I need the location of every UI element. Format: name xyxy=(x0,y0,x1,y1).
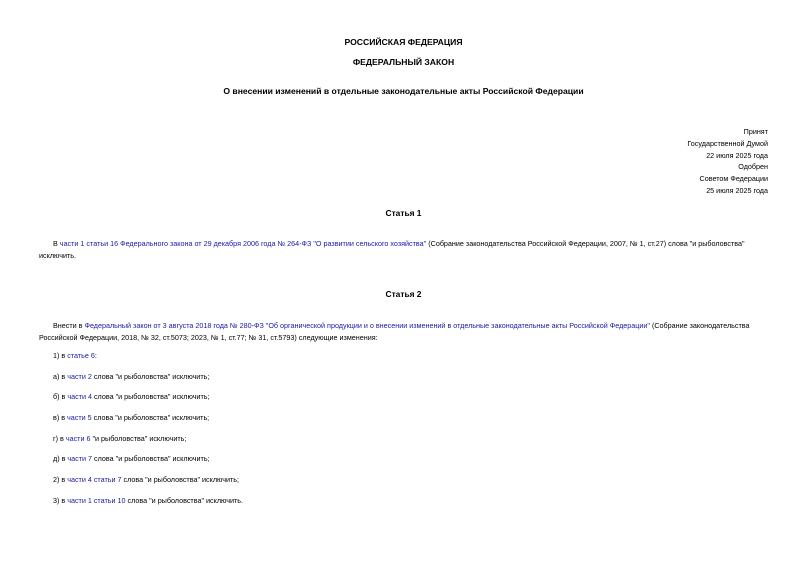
law-link[interactable]: статье 6 xyxy=(67,351,95,360)
text: д) в xyxy=(53,454,68,463)
law-link[interactable]: части 5 xyxy=(67,413,92,422)
list-item xyxy=(53,414,209,421)
law-link[interactable]: части 2 xyxy=(67,372,92,381)
text: 3) в xyxy=(53,496,68,505)
text: (Собрание законодательства Российской Федерации, 2018, № 32, ст.5073; 2023, № 1, ст.77; № 31, ст.5793) следующие изменения: xyxy=(39,321,750,342)
adoption-block xyxy=(687,126,768,197)
list-item xyxy=(53,373,209,380)
law-link[interactable]: части 4 xyxy=(67,392,92,401)
text: б) в xyxy=(53,392,68,401)
text: в) в xyxy=(53,413,68,422)
text: а) в xyxy=(53,372,68,381)
law-link[interactable]: части 6 xyxy=(65,434,91,443)
text: слова "и рыболовства" исключить; xyxy=(91,392,210,401)
adoption-line: 22 июля 2025 года xyxy=(706,150,768,160)
adoption-line: Советом Федерации xyxy=(699,174,768,184)
text: слова "и рыболовства" исключить; xyxy=(92,454,210,463)
text: слова "и рыболовства" исключить; xyxy=(121,475,240,484)
text: В xyxy=(53,239,60,248)
text: Внести в xyxy=(53,321,85,330)
article2-heading: Статья 2 xyxy=(385,289,422,299)
article1-heading: Статья 1 xyxy=(385,208,422,218)
text: 1) в xyxy=(53,351,68,360)
list-item xyxy=(53,352,97,359)
adoption-line: Принят xyxy=(743,127,768,136)
text: (Собрание законодательства Российской Федерации, 2007, № 1, ст.27) слова "и рыболовства" исключить. xyxy=(39,239,745,260)
adoption-line: Одобрен xyxy=(738,162,768,172)
adoption-line: 25 июля 2025 года xyxy=(706,185,768,195)
law-link[interactable]: части 7 xyxy=(67,454,93,463)
adoption-line: Государственной Думой xyxy=(687,138,768,148)
law-link[interactable]: части 1 статьи 16 Федерального закона от 29 декабря 2006 года № 264-ФЗ "О развитии сельского хозяйства" xyxy=(59,239,427,248)
list-item xyxy=(53,393,209,400)
law-link[interactable]: Федеральный закон от 3 августа 2018 года № 280-ФЗ "Об органической продукции и о внесении изменений в отдельные законодательные акты Российской Федерации" xyxy=(84,321,650,330)
country-heading: РОССИЙСКАЯ ФЕДЕРАЦИЯ xyxy=(344,37,463,47)
law-type-heading: ФЕДЕРАЛЬНЫЙ ЗАКОН xyxy=(352,57,455,67)
article2-paragraph xyxy=(39,320,768,344)
list-item xyxy=(53,497,243,504)
list-item xyxy=(53,435,186,442)
list-item xyxy=(53,455,210,462)
text: слова "и рыболовства" исключить; xyxy=(91,372,210,381)
law-link[interactable]: части 4 статьи 7 xyxy=(67,475,122,484)
text: г) в xyxy=(53,434,66,443)
list-item xyxy=(53,476,239,483)
text: слова "и рыболовства" исключить; xyxy=(91,413,210,422)
text: 2) в xyxy=(53,475,68,484)
law-title: О внесении изменений в отдельные законодательные акты Российской Федерации xyxy=(223,86,584,96)
law-link[interactable]: части 1 статьи 10 xyxy=(67,496,126,505)
text: "и рыболовства" исключить; xyxy=(90,434,187,443)
text: : xyxy=(94,351,97,360)
article1-paragraph xyxy=(39,238,768,262)
text: слова "и рыболовства" исключить. xyxy=(125,496,244,505)
